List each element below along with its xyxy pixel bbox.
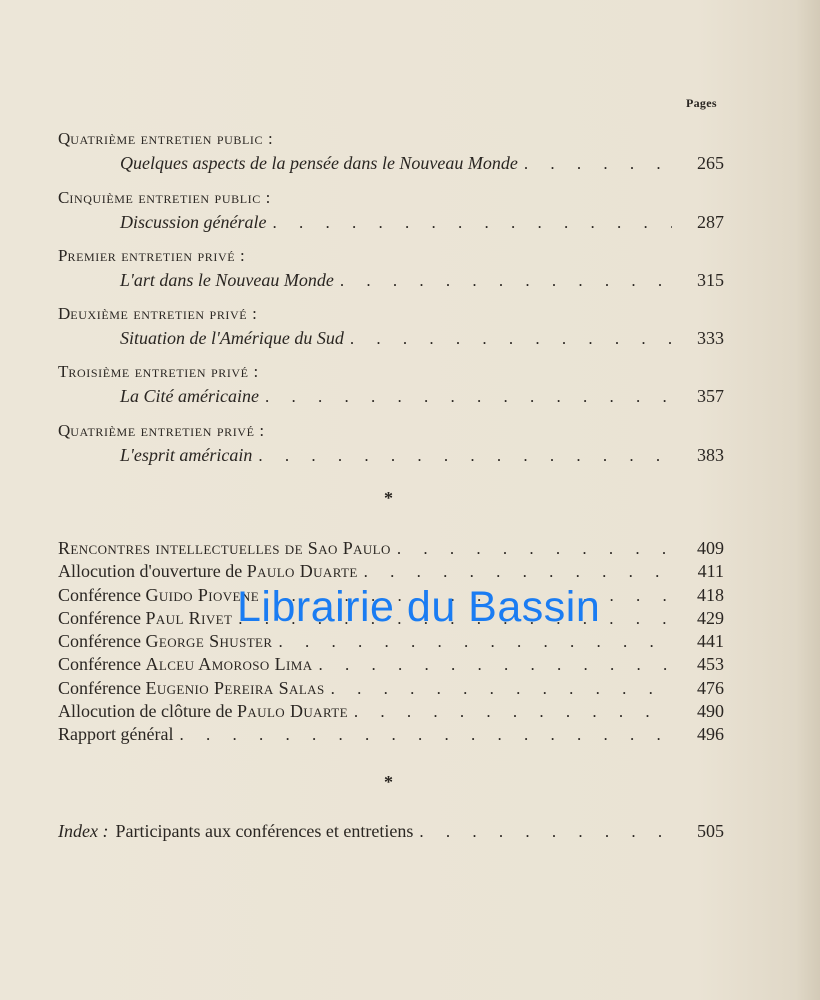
toc-entry: [58, 443, 724, 467]
page-number: 490: [697, 701, 724, 722]
dot-leader: [258, 444, 672, 468]
entry-title: Conférence Guido Piovene: [58, 584, 260, 605]
entry-title: Allocution de clôture de Paulo Duarte: [58, 701, 348, 722]
dot-leader: [179, 723, 672, 746]
entry-title: L'esprit américain: [120, 445, 253, 465]
dot-leader: [272, 211, 672, 235]
section-title: Deuxième entretien privé :: [58, 304, 258, 323]
page-number: 315: [697, 270, 724, 290]
entry-title: Conférence Paul Rivet: [58, 607, 233, 628]
separator-asterisk: *: [384, 772, 393, 792]
toc-section: [58, 419, 724, 467]
toc-entry: [58, 384, 724, 408]
entry-title: Conférence Eugenio Pereira Salas: [58, 677, 325, 698]
list-item: [58, 630, 724, 653]
entry-title: Conférence Alceu Amoroso Lima: [58, 654, 313, 675]
list-item: [58, 700, 724, 723]
entry-title: Situation de l'Amérique du Sud: [120, 328, 344, 348]
page-number: 287: [697, 212, 724, 232]
list-item: [58, 560, 724, 583]
dot-leader: [354, 700, 672, 723]
section-title: Troisième entretien privé :: [58, 362, 259, 381]
dot-leader: [397, 537, 672, 560]
list-item: [58, 723, 724, 746]
page-number: 357: [697, 386, 724, 406]
toc-section: [58, 360, 724, 408]
rencontres-list: [58, 537, 724, 747]
toc-section: [58, 186, 724, 234]
separator-asterisk: *: [384, 488, 393, 508]
watermark-text: Librairie du Bassin: [237, 583, 601, 631]
entry-title: L'art dans le Nouveau Monde: [120, 270, 334, 290]
entry-title: Index : Participants aux conférences et entretiens: [58, 821, 414, 841]
toc-entry: [58, 326, 724, 350]
entry-title: Rapport général: [58, 724, 174, 745]
page-number: 409: [697, 538, 724, 558]
dot-leader: [419, 820, 672, 844]
dot-leader: [331, 677, 672, 700]
toc-entry: [58, 151, 724, 175]
entry-title: Allocution d'ouverture de Paulo Duarte: [58, 561, 358, 582]
page-number: 505: [697, 821, 724, 841]
dot-leader: [524, 152, 672, 176]
list-item: [58, 537, 724, 560]
pages-column-header: Pages: [686, 96, 717, 110]
list-item: [58, 653, 724, 676]
dot-leader: [340, 269, 672, 293]
section-title: Quatrième entretien privé :: [58, 421, 265, 440]
page-number: 429: [697, 607, 724, 628]
toc-entry: [58, 210, 724, 234]
page-number: 418: [697, 584, 724, 605]
index-label: Index :: [58, 821, 109, 841]
toc-section: [58, 302, 724, 350]
dot-leader: [319, 653, 673, 676]
page-number: 476: [697, 677, 724, 698]
index-entry: [58, 819, 724, 843]
entry-title: Conférence George Shuster: [58, 631, 273, 652]
dot-leader: [364, 560, 672, 583]
page-number: 411: [697, 561, 724, 582]
page-number: 453: [697, 654, 724, 675]
dot-leader: [278, 630, 672, 653]
page-number: 265: [697, 153, 724, 173]
page-number: 383: [697, 445, 724, 465]
toc-entry: [58, 268, 724, 292]
page-number: 496: [697, 724, 724, 745]
toc-section: [58, 244, 724, 292]
dot-leader: [350, 327, 672, 351]
entry-title: Discussion générale: [120, 212, 267, 232]
list-item: [58, 677, 724, 700]
section-title: Cinquième entretien public :: [58, 188, 271, 207]
page-number: 333: [697, 328, 724, 348]
entry-title: Rencontres intellectuelles de Sao Paulo: [58, 538, 391, 558]
page-number: 441: [697, 631, 724, 652]
toc-section: [58, 127, 724, 175]
section-title: Premier entretien privé :: [58, 246, 246, 265]
entry-title: La Cité américaine: [120, 386, 259, 406]
dot-leader: [265, 385, 672, 409]
entry-title: Quelques aspects de la pensée dans le Nouveau Monde: [120, 153, 518, 173]
section-title: Quatrième entretien public :: [58, 129, 274, 148]
